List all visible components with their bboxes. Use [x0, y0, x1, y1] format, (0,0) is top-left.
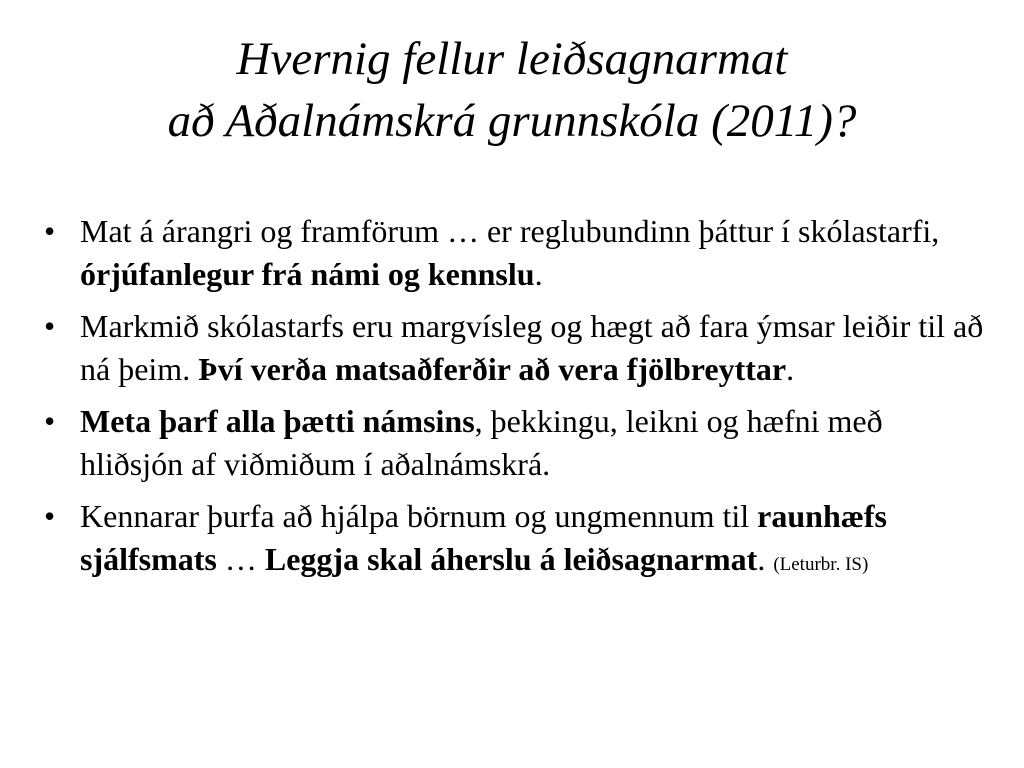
bullet-4-mid: … — [216, 541, 265, 577]
bullet-1-end: . — [534, 256, 543, 292]
bullet-dot-icon: • — [44, 403, 56, 439]
bullet-item-3 — [44, 400, 984, 486]
bullet-1-text: Mat á árangri og framförum … er reglubundinn þáttur í skólastarfi, — [80, 213, 940, 249]
bullet-dot-icon: • — [44, 213, 56, 249]
bullet-item-1 — [44, 210, 984, 296]
bullet-dot-icon: • — [44, 308, 56, 344]
bullet-2-bold: Því verða matsaðferðir að vera fjölbreyttar — [198, 351, 787, 387]
bullet-4-bold-1: raunhæfs sjálfsmats — [80, 498, 887, 577]
title-line-1: Hvernig fellur leiðsagnarmat — [236, 33, 788, 85]
bullet-list — [44, 210, 984, 595]
bullet-3-text: , þekkingu, leikni og hæfni með hliðsjón af viðmiðum í aðalnámskrá. — [80, 403, 883, 482]
bullet-2-text: Markmið skólastarfs eru margvísleg og hægt að fara ýmsar leiðir til að ná þeim. — [80, 308, 984, 387]
bullet-4-note: (Leturbr. IS) — [773, 554, 869, 575]
slide-title — [0, 28, 1024, 152]
bullet-item-4 — [44, 495, 984, 586]
bullet-2-end: . — [786, 351, 795, 387]
bullet-3-bold: Meta þarf alla þætti námsins — [80, 403, 475, 439]
bullet-dot-icon: • — [44, 498, 56, 534]
bullet-4-bold-2: Leggja skal áherslu á leiðsagnarmat — [264, 541, 758, 577]
bullet-4-text: Kennarar þurfa að hjálpa börnum og ungmennum til — [80, 498, 758, 534]
bullet-4-end: . — [757, 541, 774, 577]
title-line-2: að Aðalnámskrá grunnskóla (2011)? — [167, 95, 857, 147]
bullet-item-2 — [44, 305, 984, 391]
bullet-1-bold: órjúfanlegur frá námi og kennslu — [80, 256, 535, 292]
